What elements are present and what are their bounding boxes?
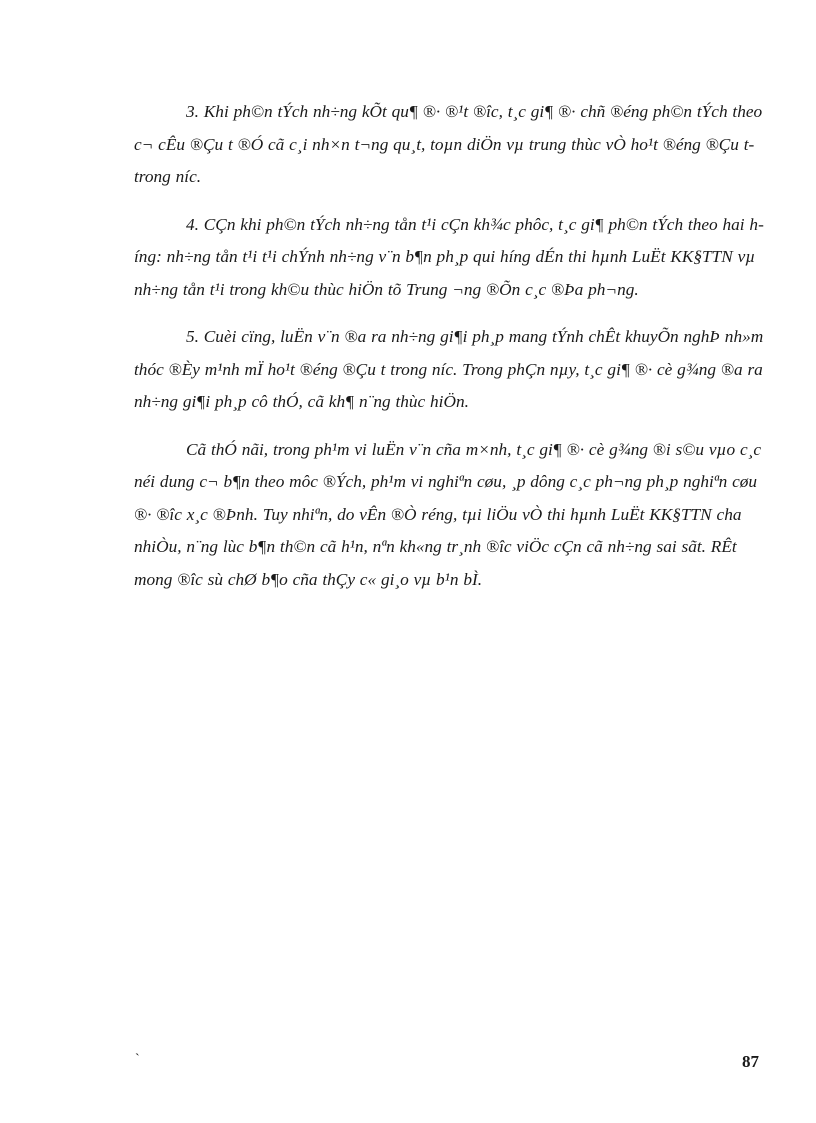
- footer-mark: `: [135, 1052, 140, 1067]
- paragraph-3: 5. Cuèi cïng, luËn v¨n ®a ra nh÷ng gi¶i ph¸p mang tÝnh chÊt khuyÕn nghÞ nh»m thóc ®Èy m¹nh mÏ ho¹t ®éng ®Çu t trong níc. Trong phÇn nµy, t¸c gi¶ ®· cè g¾ng ®a ra nh÷ng gi¶i ph¸p cô thÓ, cã kh¶ n¨ng thùc hiÖn.: [134, 327, 764, 411]
- page-number: 87: [742, 1052, 759, 1071]
- paragraph-1: 3. Khi ph©n tÝch nh÷ng kÕt qu¶ ®· ®¹t ®îc, t¸c gi¶ ®· chñ ®éng ph©n tÝch theo c¬ cÊu ®Çu t ®Ó cã c¸i nh×n t¬ng qu¸t, toµn diÖn vµ trung thùc vÒ ho¹t ®éng ®Çu t trong níc.: [134, 102, 763, 186]
- paragraph-2: 4. CÇn khi ph©n tÝch nh÷ng tån t¹i cÇn kh¾c phôc, t¸c gi¶ ph©n tÝch theo hai híng: nh÷ng tån t¹i t¹i chÝnh nh÷ng v¨n b¶n ph¸p qui híng dÉn thi hµnh LuËt KK§TTN vµ nh÷ng tån t¹i trong kh©u thùc hiÖn tõ Trung ¬ng ®Õn c¸c ®Þa ph¬ng.: [134, 214, 764, 299]
- document-body: [134, 96, 774, 611]
- paragraph-4: Cã thÓ nãi, trong ph¹m vi luËn v¨n cña m×nh, t¸c gi¶ ®· cè g¾ng ®i s©u vµo c¸c néi dung c¬ b¶n theo môc ®Ých, ph¹m vi nghiªn cøu, ¸p dông c¸c ph¬ng ph¸p nghiªn cøu ®· ®îc x¸c ®Þnh. Tuy nhiªn, do vÊn ®Ò réng, tµi liÖu vÒ thi hµnh LuËt KK§TTN cha nhiÒu, n¨ng lùc b¶n th©n cã h¹n, nªn kh«ng tr¸nh ®îc viÖc cÇn cã nh÷ng sai sãt. RÊt mong ®îc sù chØ b¶o cña thÇy c« gi¸o vµ b¹n bÌ.: [134, 439, 762, 589]
